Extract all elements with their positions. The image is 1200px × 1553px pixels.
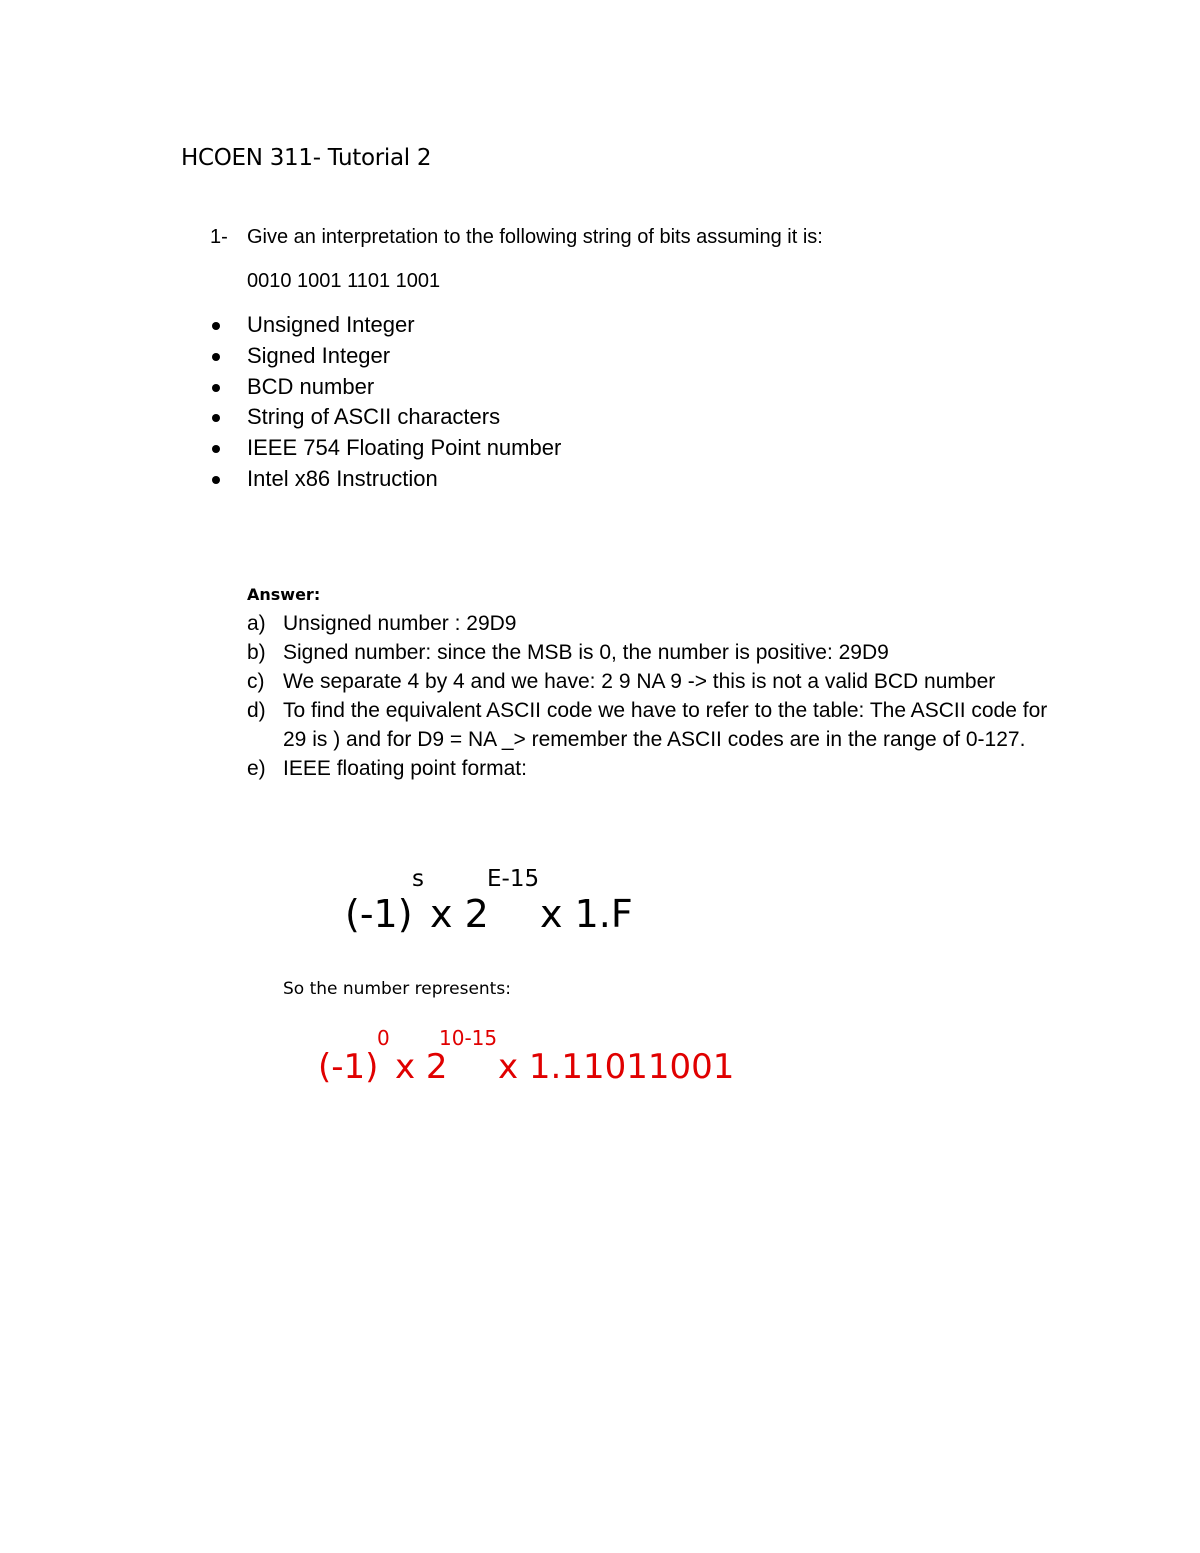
- list-item: [212, 433, 561, 464]
- option-label: Signed Integer: [247, 342, 391, 368]
- answer-item: [247, 609, 1067, 638]
- result-sign-exponent: 0: [377, 1026, 390, 1050]
- option-label: String of ASCII characters: [247, 404, 501, 430]
- result-times-two: x 2: [395, 1047, 448, 1087]
- option-label: BCD number: [247, 373, 375, 399]
- answer-item: [247, 667, 1067, 696]
- answer-marker: c): [247, 670, 265, 693]
- question-text: Give an interpretation to the following string of bits assuming it is:: [247, 226, 823, 248]
- list-item: [212, 310, 561, 341]
- bullet-icon: [212, 414, 220, 422]
- bullet-icon: [212, 384, 220, 392]
- answer-item: [247, 754, 1067, 783]
- formula-exponent: E-15: [487, 866, 540, 892]
- answer-marker: e): [247, 757, 266, 780]
- answer-text: To find the equivalent ASCII code we have to refer to the table: The ASCII code for 29 is ) and for D9 = NA _> remember the ASCII codes are in the range of 0-127.: [283, 699, 1048, 751]
- bullet-icon: [212, 353, 220, 361]
- formula-base: (-1): [345, 892, 413, 936]
- bullet-icon: [212, 322, 220, 330]
- formula-mantissa: x 1.F: [540, 892, 633, 936]
- answer-text: Unsigned number : 29D9: [283, 612, 517, 635]
- formula-times-two: x 2: [430, 892, 489, 936]
- answer-text: Signed number: since the MSB is 0, the number is positive: 29D9: [283, 641, 889, 664]
- list-item: [212, 402, 561, 433]
- result-formula: [318, 1022, 738, 1102]
- interpretation-options-list: [212, 310, 561, 495]
- answer-marker: b): [247, 641, 266, 664]
- result-exponent: 10-15: [439, 1026, 498, 1050]
- answer-marker: a): [247, 612, 266, 635]
- bit-string: 0010 1001 1101 1001: [247, 270, 441, 292]
- answer-item: [247, 638, 1067, 667]
- ieee-formula: [345, 860, 745, 950]
- answer-heading: Answer:: [247, 585, 321, 604]
- represents-label: So the number represents:: [283, 979, 511, 999]
- answer-list: [247, 609, 1067, 783]
- list-item: [212, 464, 561, 495]
- list-item: [212, 372, 561, 403]
- option-label: IEEE 754 Floating Point number: [247, 435, 562, 461]
- answer-text: IEEE floating point format:: [283, 757, 527, 780]
- answer-marker: d): [247, 699, 266, 722]
- answer-text: We separate 4 by 4 and we have: 2 9 NA 9 -> this is not a valid BCD number: [283, 670, 996, 693]
- document-title: HCOEN 311- Tutorial 2: [181, 145, 432, 171]
- list-item: [212, 341, 561, 372]
- answer-item: [247, 696, 1067, 754]
- question-number: 1-: [210, 226, 228, 248]
- bullet-icon: [212, 476, 220, 484]
- formula-sign-exponent: s: [412, 866, 424, 892]
- bullet-icon: [212, 445, 220, 453]
- result-base: (-1): [318, 1047, 379, 1087]
- result-mantissa: x 1.11011001: [498, 1047, 735, 1087]
- option-label: Intel x86 Instruction: [247, 465, 438, 491]
- option-label: Unsigned Integer: [247, 312, 415, 337]
